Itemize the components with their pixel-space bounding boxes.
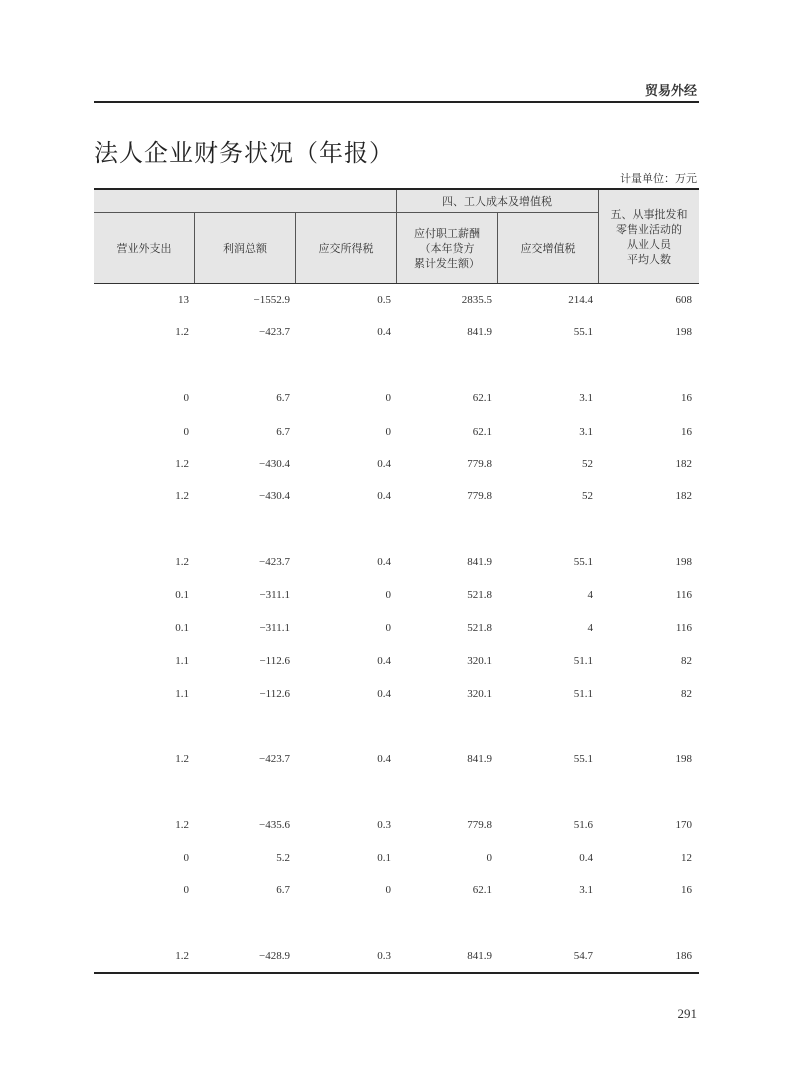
cell-total-profit: −428.9: [259, 950, 290, 962]
cell-vat: 4: [587, 622, 593, 634]
cell-employees: 182: [675, 458, 692, 470]
table-row: [94, 849, 699, 867]
cell-non-operating-expense: 1.1: [175, 655, 189, 667]
cell-non-operating-expense: 0: [183, 884, 189, 896]
cell-wages: 841.9: [467, 326, 492, 338]
cell-vat: 214.4: [568, 294, 593, 306]
col-header-employees-line: 平均人数: [627, 252, 671, 266]
col-header-vat: 应交增值税: [520, 241, 576, 255]
cell-non-operating-expense: 0: [183, 426, 189, 438]
cell-total-profit: −423.7: [259, 556, 290, 568]
table-row: [94, 553, 699, 571]
cell-total-profit: −1552.9: [253, 294, 290, 306]
cell-income-tax: 0.4: [377, 458, 391, 470]
cell-non-operating-expense: 1.2: [175, 753, 189, 765]
table-body: [94, 284, 699, 974]
cell-employees: 608: [675, 294, 692, 306]
cell-income-tax: 0.1: [377, 852, 391, 864]
page-number: 291: [677, 1006, 697, 1021]
table-row: [94, 323, 699, 341]
cell-income-tax: 0.4: [377, 490, 391, 502]
col-header-total-profit: 利润总额: [223, 241, 267, 255]
cell-total-profit: −311.1: [259, 622, 290, 634]
col-header-income-tax: 应交所得税: [318, 241, 374, 255]
cell-income-tax: 0.4: [377, 556, 391, 568]
cell-non-operating-expense: 1.2: [175, 556, 189, 568]
cell-employees: 16: [681, 426, 692, 438]
cell-income-tax: 0: [385, 884, 391, 896]
table-row: [94, 881, 699, 899]
cell-employees: 198: [675, 753, 692, 765]
cell-vat: 4: [587, 589, 593, 601]
col-header-wages: [397, 213, 497, 283]
cell-wages: 779.8: [467, 490, 492, 502]
cell-income-tax: 0.3: [377, 950, 391, 962]
cell-total-profit: 6.7: [276, 392, 290, 404]
cell-income-tax: 0: [385, 622, 391, 634]
cell-wages: 320.1: [467, 688, 492, 700]
cell-employees: 12: [681, 852, 692, 864]
cell-vat: 51.6: [573, 819, 593, 831]
cell-vat: 3.1: [579, 392, 593, 404]
col-header-employees-line: 五、从事批发和: [610, 207, 688, 221]
cell-non-operating-expense: 1.2: [175, 326, 189, 338]
cell-wages: 62.1: [472, 392, 492, 404]
cell-employees: 186: [675, 950, 692, 962]
finance-table: [94, 188, 699, 974]
cell-total-profit: −430.4: [259, 458, 290, 470]
table-row: [94, 487, 699, 505]
col-header-non-operating-expense: 营业外支出: [116, 241, 172, 255]
cell-income-tax: 0.5: [377, 294, 391, 306]
table-row: [94, 685, 699, 703]
cell-total-profit: −423.7: [259, 753, 290, 765]
cell-non-operating-expense: 1.2: [175, 458, 189, 470]
cell-non-operating-expense: 1.1: [175, 688, 189, 700]
col-header-wages-line: （本年贷方: [419, 241, 475, 255]
cell-vat: 52: [582, 490, 593, 502]
top-rule: [94, 101, 699, 103]
cell-income-tax: 0.3: [377, 819, 391, 831]
cell-income-tax: 0.4: [377, 753, 391, 765]
col-header-employees-line: 零售业活动的: [616, 222, 682, 236]
cell-vat: 54.7: [573, 950, 593, 962]
cell-non-operating-expense: 0.1: [175, 589, 189, 601]
cell-employees: 82: [681, 688, 692, 700]
cell-total-profit: −430.4: [259, 490, 290, 502]
cell-wages: 779.8: [467, 819, 492, 831]
cell-employees: 198: [675, 556, 692, 568]
cell-non-operating-expense: 1.2: [175, 490, 189, 502]
page-title: 法人企业财务状况（年报）: [94, 139, 394, 167]
cell-wages: 0: [486, 852, 492, 864]
cell-wages: 779.8: [467, 458, 492, 470]
table-row: [94, 423, 699, 441]
section-tag: 贸易外经: [644, 84, 697, 99]
cell-employees: 182: [675, 490, 692, 502]
cell-income-tax: 0: [385, 426, 391, 438]
col-header-employees: [599, 190, 699, 283]
cell-income-tax: 0.4: [377, 655, 391, 667]
cell-total-profit: −112.6: [259, 655, 290, 667]
cell-non-operating-expense: 0: [183, 392, 189, 404]
cell-wages: 841.9: [467, 950, 492, 962]
cell-vat: 0.4: [579, 852, 593, 864]
table-row: [94, 619, 699, 637]
cell-wages: 841.9: [467, 753, 492, 765]
cell-wages: 521.8: [467, 622, 492, 634]
cell-employees: 16: [681, 884, 692, 896]
cell-non-operating-expense: 1.2: [175, 950, 189, 962]
cell-vat: 55.1: [573, 556, 593, 568]
table-header: [94, 188, 699, 284]
col-header-employees-line: 从业人员: [627, 237, 671, 251]
table-row: [94, 291, 699, 309]
cell-vat: 3.1: [579, 884, 593, 896]
group-header-labor-tax: 四、工人成本及增值税: [442, 194, 552, 208]
unit-label: 计量单位：万元: [620, 172, 697, 185]
cell-total-profit: 5.2: [276, 852, 290, 864]
cell-wages: 521.8: [467, 589, 492, 601]
table-row: [94, 947, 699, 965]
cell-vat: 3.1: [579, 426, 593, 438]
cell-non-operating-expense: 1.2: [175, 819, 189, 831]
cell-wages: 841.9: [467, 556, 492, 568]
cell-employees: 82: [681, 655, 692, 667]
table-row: [94, 586, 699, 604]
cell-wages: 320.1: [467, 655, 492, 667]
cell-total-profit: 6.7: [276, 426, 290, 438]
cell-total-profit: 6.7: [276, 884, 290, 896]
cell-employees: 198: [675, 326, 692, 338]
cell-income-tax: 0: [385, 589, 391, 601]
cell-employees: 116: [675, 589, 692, 601]
cell-income-tax: 0: [385, 392, 391, 404]
col-header-wages-line: 应付职工薪酬: [414, 226, 480, 240]
table-row: [94, 816, 699, 834]
cell-wages: 62.1: [472, 426, 492, 438]
cell-non-operating-expense: 0.1: [175, 622, 189, 634]
cell-total-profit: −423.7: [259, 326, 290, 338]
cell-wages: 2835.5: [461, 294, 492, 306]
cell-wages: 62.1: [472, 884, 492, 896]
table-row: [94, 389, 699, 407]
cell-non-operating-expense: 0: [183, 852, 189, 864]
table-row: [94, 652, 699, 670]
cell-total-profit: −112.6: [259, 688, 290, 700]
cell-income-tax: 0.4: [377, 688, 391, 700]
cell-vat: 51.1: [573, 655, 593, 667]
cell-vat: 55.1: [573, 326, 593, 338]
col-header-wages-line: 累计发生额）: [414, 256, 480, 270]
cell-income-tax: 0.4: [377, 326, 391, 338]
cell-vat: 52: [582, 458, 593, 470]
cell-total-profit: −311.1: [259, 589, 290, 601]
cell-non-operating-expense: 13: [178, 294, 189, 306]
table-row: [94, 455, 699, 473]
cell-employees: 116: [675, 622, 692, 634]
cell-vat: 55.1: [573, 753, 593, 765]
cell-vat: 51.1: [573, 688, 593, 700]
table-row: [94, 750, 699, 768]
cell-employees: 170: [675, 819, 692, 831]
cell-employees: 16: [681, 392, 692, 404]
cell-total-profit: −435.6: [259, 819, 290, 831]
